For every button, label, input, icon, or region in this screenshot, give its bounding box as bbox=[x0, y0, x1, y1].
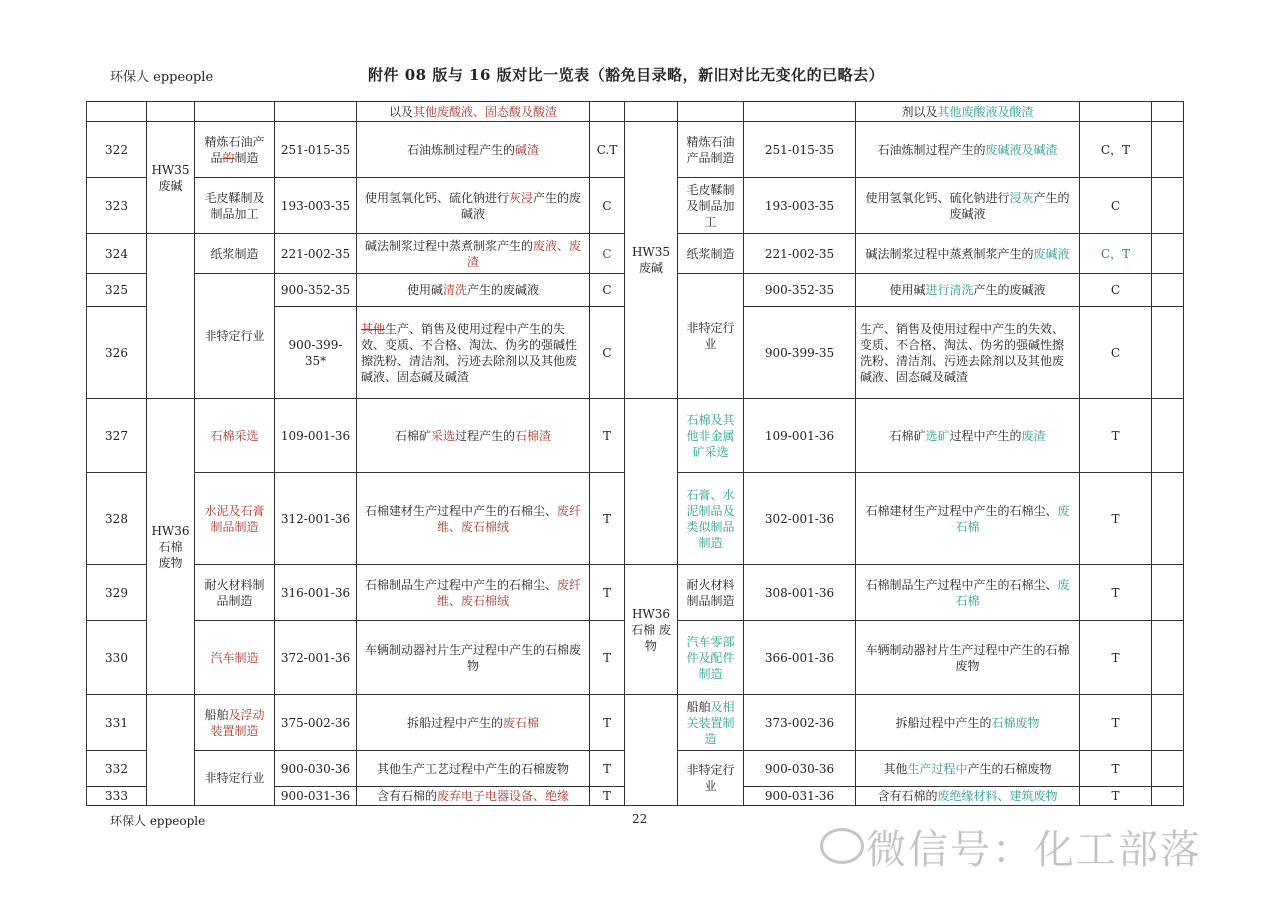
code-old: 312-001-36 bbox=[275, 473, 357, 565]
hazard-new: C，T bbox=[1080, 234, 1152, 274]
description-new: 石油炼制过程产生的废碱液及碱渣 bbox=[856, 122, 1080, 178]
industry-old: 汽车制造 bbox=[195, 621, 275, 695]
hazard-old: T bbox=[590, 751, 625, 787]
row-number: 323 bbox=[87, 178, 147, 234]
description-old: 使用氢氧化钙、硫化钠进行灰浸产生的废碱液 bbox=[357, 178, 590, 234]
table-row bbox=[87, 102, 1184, 122]
code-old: 900-399-35* bbox=[275, 307, 357, 399]
description-old: 其他生产工艺过程中产生的石棉废物 bbox=[357, 751, 590, 787]
category-old: HW35 废碱 bbox=[147, 122, 195, 234]
hazard-new bbox=[1080, 102, 1152, 122]
description-new: 生产、销售及使用过程中产生的失效、变质、不合格、淘汰、伪劣的强碱性擦洗粉、清洁剂、污迹去除剂以及其他废碱液、固态碱及碱渣 bbox=[856, 307, 1080, 399]
hazard-new: T bbox=[1080, 751, 1152, 787]
code-old: 251-015-35 bbox=[275, 122, 357, 178]
code-old: 193-003-35 bbox=[275, 178, 357, 234]
code-old: 375-002-36 bbox=[275, 695, 357, 751]
code-old: 900-352-35 bbox=[275, 274, 357, 307]
row-number: 327 bbox=[87, 399, 147, 473]
code-new: 366-001-36 bbox=[744, 621, 856, 695]
code-old bbox=[275, 102, 357, 122]
row-number: 325 bbox=[87, 274, 147, 307]
hazard-old: C.T bbox=[590, 122, 625, 178]
description-new: 拆船过程中产生的石棉废物 bbox=[856, 695, 1080, 751]
row-number: 326 bbox=[87, 307, 147, 399]
code-new: 221-002-35 bbox=[744, 234, 856, 274]
header-left-text: 环保人 eppeople bbox=[110, 70, 214, 85]
category-new: HW36 石棉 废物 bbox=[625, 565, 678, 695]
hazard-old: T bbox=[590, 565, 625, 621]
code-new: 193-003-35 bbox=[744, 178, 856, 234]
industry-new: 精炼石油产品制造 bbox=[678, 122, 744, 178]
category-new: HW35 废碱 bbox=[625, 122, 678, 399]
hazard-old: T bbox=[590, 695, 625, 751]
description-new: 其他生产过程中产生的石棉废物 bbox=[856, 751, 1080, 787]
category-old bbox=[147, 695, 195, 806]
blank-cell bbox=[1152, 102, 1184, 122]
code-new: 308-001-36 bbox=[744, 565, 856, 621]
category-old bbox=[147, 102, 195, 122]
hazard-new: C bbox=[1080, 178, 1152, 234]
code-new: 900-399-35 bbox=[744, 307, 856, 399]
description-old: 石油炼制过程产生的碱渣 bbox=[357, 122, 590, 178]
industry-old: 耐火材料制品制造 bbox=[195, 565, 275, 621]
code-new: 302-001-36 bbox=[744, 473, 856, 565]
comparison-table bbox=[86, 101, 1184, 806]
industry-old: 非特定行业 bbox=[195, 274, 275, 399]
hazard-old: T bbox=[590, 473, 625, 565]
industry-new bbox=[678, 102, 744, 122]
hazard-new: C bbox=[1080, 274, 1152, 307]
page-title: 附件 08 版与 16 版对比一览表（豁免目录略，新旧对比无变化的已略去） bbox=[368, 66, 885, 84]
blank-cell bbox=[1152, 122, 1184, 178]
code-new bbox=[744, 102, 856, 122]
code-old: 900-031-36 bbox=[275, 787, 357, 806]
blank-cell bbox=[1152, 565, 1184, 621]
industry-new: 船舶及相关装置制造 bbox=[678, 695, 744, 751]
hazard-new: T bbox=[1080, 787, 1152, 806]
table-row bbox=[87, 695, 1184, 751]
row-number: 328 bbox=[87, 473, 147, 565]
description-new: 石棉建材生产过程中产生的石棉尘、废石棉 bbox=[856, 473, 1080, 565]
blank-cell bbox=[1152, 787, 1184, 806]
description-old: 石棉制品生产过程中产生的石棉尘、废纤维、废石棉绒 bbox=[357, 565, 590, 621]
blank-cell bbox=[1152, 234, 1184, 274]
description-new: 含有石棉的废绝缘材料、建筑废物 bbox=[856, 787, 1080, 806]
code-old: 316-001-36 bbox=[275, 565, 357, 621]
description-old: 使用碱清洗产生的废碱液 bbox=[357, 274, 590, 307]
description-new: 使用碱进行清洗产生的废碱液 bbox=[856, 274, 1080, 307]
code-new: 900-352-35 bbox=[744, 274, 856, 307]
industry-old: 非特定行业 bbox=[195, 751, 275, 806]
industry-new: 汽车零部件及配件制造 bbox=[678, 621, 744, 695]
industry-new: 石棉及其他非金属矿采选 bbox=[678, 399, 744, 473]
table-row bbox=[87, 565, 1184, 621]
hazard-old: T bbox=[590, 621, 625, 695]
hazard-new: T bbox=[1080, 565, 1152, 621]
category-old: HW36 石棉 废物 bbox=[147, 399, 195, 695]
blank-cell bbox=[1152, 473, 1184, 565]
footer-left-text: 环保人 eppeople bbox=[110, 814, 206, 828]
row-number: 331 bbox=[87, 695, 147, 751]
industry-new: 非特定行业 bbox=[678, 274, 744, 399]
industry-new: 耐火材料制品制造 bbox=[678, 565, 744, 621]
description-old: 石棉矿采选过程产生的石棉渣 bbox=[357, 399, 590, 473]
hazard-old: T bbox=[590, 399, 625, 473]
code-old: 372-001-36 bbox=[275, 621, 357, 695]
blank-cell bbox=[1152, 621, 1184, 695]
code-new: 373-002-36 bbox=[744, 695, 856, 751]
table-row bbox=[87, 399, 1184, 473]
code-old: 109-001-36 bbox=[275, 399, 357, 473]
row-number: 329 bbox=[87, 565, 147, 621]
blank-cell bbox=[1152, 751, 1184, 787]
industry-new: 石膏、水泥制品及类似制品制造 bbox=[678, 473, 744, 565]
hazard-old bbox=[590, 102, 625, 122]
category-new bbox=[625, 399, 678, 565]
hazard-new: T bbox=[1080, 399, 1152, 473]
hazard-old: T bbox=[590, 787, 625, 806]
category-new bbox=[625, 102, 678, 122]
hazard-old: C bbox=[590, 234, 625, 274]
industry-new: 毛皮鞣制及制品加工 bbox=[678, 178, 744, 234]
industry-old bbox=[195, 102, 275, 122]
page-number: 22 bbox=[632, 812, 648, 826]
hazard-new: C bbox=[1080, 307, 1152, 399]
blank-cell bbox=[1152, 274, 1184, 307]
hazard-new: T bbox=[1080, 621, 1152, 695]
blank-cell bbox=[1152, 695, 1184, 751]
description-new: 石棉矿选矿过程中产生的废渣 bbox=[856, 399, 1080, 473]
industry-old: 精炼石油产品的制造 bbox=[195, 122, 275, 178]
hazard-new: T bbox=[1080, 695, 1152, 751]
description-old: 碱法制浆过程中蒸煮制浆产生的废液、废渣 bbox=[357, 234, 590, 274]
industry-old: 石棉采选 bbox=[195, 399, 275, 473]
description-new: 碱法制浆过程中蒸煮制浆产生的废碱液 bbox=[856, 234, 1080, 274]
industry-old: 船舶及浮动装置制造 bbox=[195, 695, 275, 751]
row-number bbox=[87, 102, 147, 122]
description-old: 车辆制动器衬片生产过程中产生的石棉废物 bbox=[357, 621, 590, 695]
row-number: 330 bbox=[87, 621, 147, 695]
code-new: 900-030-36 bbox=[744, 751, 856, 787]
description-new: 车辆制动器衬片生产过程中产生的石棉废物 bbox=[856, 621, 1080, 695]
code-new: 109-001-36 bbox=[744, 399, 856, 473]
wechat-icon bbox=[820, 828, 864, 864]
hazard-new: C，T bbox=[1080, 122, 1152, 178]
industry-new: 纸浆制造 bbox=[678, 234, 744, 274]
table-row bbox=[87, 122, 1184, 178]
code-old: 900-030-36 bbox=[275, 751, 357, 787]
industry-old: 纸浆制造 bbox=[195, 234, 275, 274]
row-number: 322 bbox=[87, 122, 147, 178]
description-old: 拆船过程中产生的废石棉 bbox=[357, 695, 590, 751]
industry-new: 非特定行业 bbox=[678, 751, 744, 806]
code-old: 221-002-35 bbox=[275, 234, 357, 274]
row-number: 324 bbox=[87, 234, 147, 274]
industry-old: 毛皮鞣制及制品加工 bbox=[195, 178, 275, 234]
code-new: 251-015-35 bbox=[744, 122, 856, 178]
blank-cell bbox=[1152, 178, 1184, 234]
hazard-old: C bbox=[590, 307, 625, 399]
description-old: 其他生产、销售及使用过程中产生的失效、变质、不合格、淘汰、伪劣的强碱性擦洗粉、清洁剂、污迹去除剂以及其他废碱液、固态碱及碱渣 bbox=[357, 307, 590, 399]
blank-cell bbox=[1152, 399, 1184, 473]
hazard-old: C bbox=[590, 178, 625, 234]
description-new: 石棉制品生产过程中产生的石棉尘、废石棉 bbox=[856, 565, 1080, 621]
description-old: 石棉建材生产过程中产生的石棉尘、废纤维、废石棉绒 bbox=[357, 473, 590, 565]
hazard-old: C bbox=[590, 274, 625, 307]
description-new: 剂以及其他废酸液及酸渣 bbox=[856, 102, 1080, 122]
industry-old: 水泥及石膏制品制造 bbox=[195, 473, 275, 565]
watermark: 微信号：化工部落 bbox=[866, 827, 1202, 873]
category-new bbox=[625, 695, 678, 806]
hazard-new: T bbox=[1080, 473, 1152, 565]
row-number: 332 bbox=[87, 751, 147, 787]
description-old: 含有石棉的废弃电子电器设备、绝缘 bbox=[357, 787, 590, 806]
description-new: 使用氢氧化钙、硫化钠进行浸灰产生的废碱液 bbox=[856, 178, 1080, 234]
category-old bbox=[147, 234, 195, 399]
code-new: 900-031-36 bbox=[744, 787, 856, 806]
blank-cell bbox=[1152, 307, 1184, 399]
row-number: 333 bbox=[87, 787, 147, 806]
description-old: 以及其他废酸液、固态酸及酸渣 bbox=[357, 102, 590, 122]
